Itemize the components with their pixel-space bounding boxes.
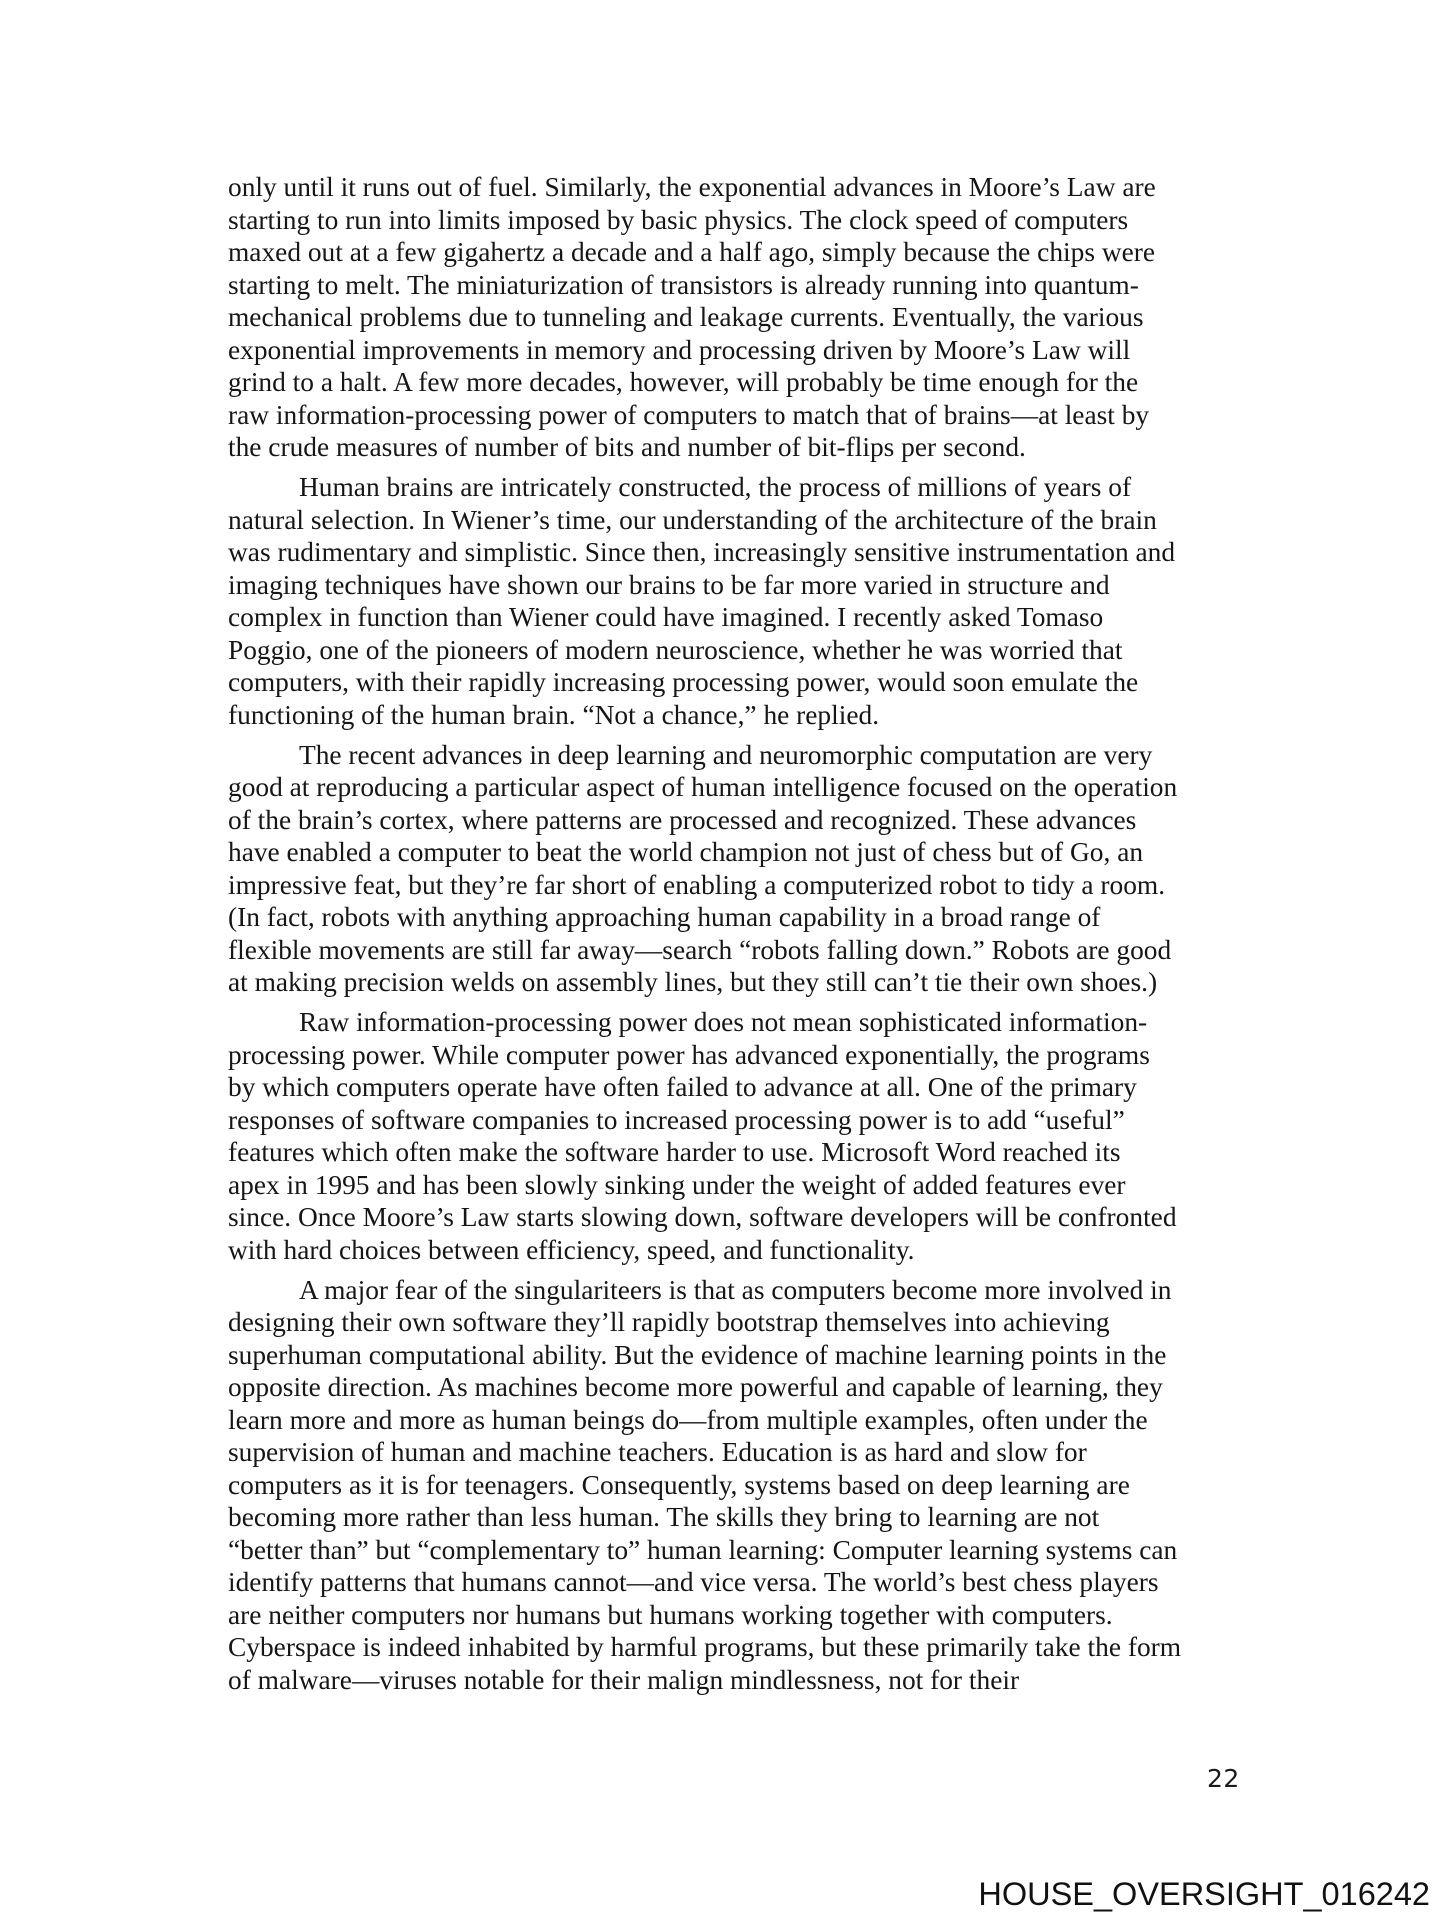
text-line: “better than” but “complementary to” human learning: Computer learning systems can: [228, 1534, 1178, 1565]
paragraph-4: [228, 1006, 1228, 1266]
text-line: (In fact, robots with anything approaching human capability in a broad range of: [228, 902, 1101, 932]
text-line: features which often make the software harder to use. Microsoft Word reached its: [228, 1137, 1121, 1167]
text-line: only until it runs out of fuel. Similarly, the exponential advances in Moore’s Law are: [228, 172, 1156, 202]
text-line: maxed out at a few gigahertz a decade and a half ago, simply because the chips were: [228, 237, 1156, 267]
text-line: of malware—viruses notable for their malign mindlessness, not for their: [228, 1664, 1020, 1695]
text-line: exponential improvements in memory and processing driven by Moore’s Law will: [228, 334, 1131, 365]
text-line: apex in 1995 and has been slowly sinking under the weight of added features ever: [228, 1169, 1126, 1200]
text-line: functioning of the human brain. “Not a chance,” he replied.: [228, 699, 880, 730]
text-line: supervision of human and machine teachers. Education is as hard and slow for: [228, 1437, 1087, 1467]
text-line: Poggio, one of the pioneers of modern neuroscience, whether he was worried that: [228, 634, 1123, 665]
text-line: was rudimentary and simplistic. Since then, increasingly sensitive instrumentation and: [228, 537, 1176, 567]
paragraph-1: [228, 171, 1228, 464]
text-line: of the brain’s cortex, where patterns are processed and recognized. These advances: [228, 804, 1137, 835]
text-line: starting to melt. The miniaturization of transistors is already running into quantum-: [228, 269, 1139, 300]
text-line: the crude measures of number of bits and number of bit-flips per second.: [228, 432, 1026, 462]
text-line: by which computers operate have often failed to advance at all. One of the primary: [228, 1072, 1137, 1102]
text-line: Cyberspace is indeed inhabited by harmful programs, but these primarily take the form: [228, 1632, 1182, 1662]
body-text: [228, 171, 1228, 1696]
bates-stamp: HOUSE_OVERSIGHT_016242: [978, 1876, 1430, 1912]
text-line: computers as it is for teenagers. Consequently, systems based on deep learning are: [228, 1469, 1130, 1500]
text-line: with hard choices between efficiency, speed, and functionality.: [228, 1234, 915, 1265]
text-line: identify patterns that humans cannot—and vice versa. The world’s best chess players: [228, 1567, 1159, 1597]
text-line: impressive feat, but they’re far short of enabling a computerized robot to tidy a room.: [228, 869, 1166, 900]
text-line: Human brains are intricately constructed, the process of millions of years of: [299, 472, 1132, 502]
paragraph-2: [228, 471, 1228, 731]
paragraph-3: [228, 739, 1228, 999]
text-line: computers, with their rapidly increasing processing power, would soon emulate the: [228, 667, 1139, 697]
text-line: Raw information-processing power does not mean sophisticated information-: [299, 1007, 1148, 1037]
text-line: raw information-processing power of computers to match that of brains—at least by: [228, 399, 1150, 430]
text-line: good at reproducing a particular aspect of human intelligence focused on the operation: [228, 772, 1178, 802]
text-line: A major fear of the singulariteers is that as computers become more involved in: [299, 1274, 1172, 1305]
text-line: complex in function than Wiener could have imagined. I recently asked Tomaso: [228, 602, 1104, 632]
paragraph-5: [228, 1274, 1228, 1697]
text-line: starting to run into limits imposed by basic physics. The clock speed of computers: [228, 204, 1129, 235]
text-line: learn more and more as human beings do—from multiple examples, often under the: [228, 1404, 1148, 1435]
text-line: opposite direction. As machines become more powerful and capable of learning, they: [228, 1372, 1163, 1402]
text-line: imaging techniques have shown our brains to be far more varied in structure and: [228, 569, 1110, 600]
text-line: since. Once Moore’s Law starts slowing down, software developers will be confronted: [228, 1202, 1177, 1232]
text-line: natural selection. In Wiener’s time, our understanding of the architecture of the brain: [228, 504, 1157, 535]
text-line: grind to a halt. A few more decades, however, will probably be time enough for the: [228, 367, 1139, 397]
text-line: superhuman computational ability. But the evidence of machine learning points in the: [228, 1339, 1167, 1370]
text-line: at making precision welds on assembly lines, but they still can’t tie their own shoes.): [228, 967, 1158, 997]
page-number: 22: [1207, 1764, 1240, 1793]
text-line: The recent advances in deep learning and neuromorphic computation are very: [299, 739, 1153, 770]
text-line: are neither computers nor humans but humans working together with computers.: [228, 1599, 1113, 1630]
text-line: becoming more rather than less human. The skills they bring to learning are not: [228, 1502, 1100, 1532]
text-line: designing their own software they’ll rapidly bootstrap themselves into achieving: [228, 1307, 1110, 1337]
text-line: responses of software companies to increased processing power is to add “useful”: [228, 1104, 1125, 1135]
text-line: mechanical problems due to tunneling and leakage currents. Eventually, the various: [228, 302, 1144, 332]
text-line: flexible movements are still far away—search “robots falling down.” Robots are good: [228, 934, 1172, 965]
text-line: have enabled a computer to beat the world champion not just of chess but of Go, an: [228, 837, 1144, 867]
text-line: processing power. While computer power has advanced exponentially, the programs: [228, 1039, 1150, 1070]
